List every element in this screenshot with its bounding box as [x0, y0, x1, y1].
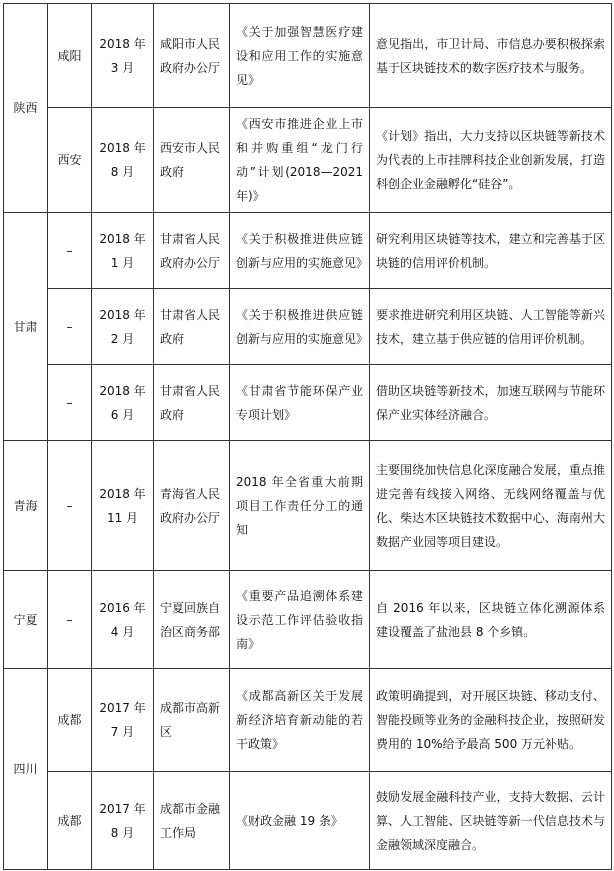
date-cell: 2017 年 7 月 [92, 669, 154, 772]
city-cell: – [48, 441, 92, 571]
summary-cell: 意见指出，市卫计局、市信息办要积极探索基于区块链技术的数字医疗技术与服务。 [370, 4, 612, 108]
city-cell: – [48, 365, 92, 441]
summary-cell: 要求推进研究利用区块链、人工智能等新兴技术，建立基于供应链的信用评价机制。 [370, 289, 612, 365]
summary-cell: 借助区块链等新技术，加速互联网与节能环保产业实体经济融合。 [370, 365, 612, 441]
document-title-cell: 《重要产品追溯体系建设示范工作评估验收指南》 [230, 571, 370, 669]
summary-cell: 自 2016 年以来，区块链立体化溯源体系建设覆盖了盐池县 8 个乡镇。 [370, 571, 612, 669]
city-cell: 成都 [48, 772, 92, 870]
table-row [4, 571, 612, 669]
date-cell: 2018 年 3 月 [92, 4, 154, 108]
summary-cell: 《计划》指出，大力支持以区块链等新技术为代表的上市挂牌科技企业创新发展，打造科创企业金融孵化“硅谷”。 [370, 108, 612, 213]
date-cell: 2018 年 8 月 [92, 108, 154, 213]
table-row [4, 772, 612, 870]
city-cell: 咸阳 [48, 4, 92, 108]
table-row [4, 289, 612, 365]
document-title-cell: 《关于加强智慧医疗建设和应用工作的实施意见》 [230, 4, 370, 108]
table-row [4, 441, 612, 571]
province-cell: 宁夏 [4, 571, 48, 669]
city-cell: 成都 [48, 669, 92, 772]
document-title-cell: 《关于积极推进供应链创新与应用的实施意见》 [230, 213, 370, 289]
province-cell: 陕西 [4, 4, 48, 213]
province-cell: 甘肃 [4, 213, 48, 441]
issuer-cell: 甘肃省人民政府 [154, 289, 230, 365]
summary-cell: 研究利用区块链等技术，建立和完善基于区块链的信用评价机制。 [370, 213, 612, 289]
issuer-cell: 甘肃省人民政府办公厅 [154, 213, 230, 289]
date-cell: 2018 年 11 月 [92, 441, 154, 571]
issuer-cell: 宁夏回族自治区商务部 [154, 571, 230, 669]
province-cell: 四川 [4, 669, 48, 870]
issuer-cell: 青海省人民政府办公厅 [154, 441, 230, 571]
city-cell: 西安 [48, 108, 92, 213]
table-row [4, 213, 612, 289]
issuer-cell: 成都市高新区 [154, 669, 230, 772]
date-cell: 2016 年 4 月 [92, 571, 154, 669]
document-title-cell: 《甘肃省节能环保产业专项计划》 [230, 365, 370, 441]
city-cell: – [48, 571, 92, 669]
issuer-cell: 咸阳市人民政府办公厅 [154, 4, 230, 108]
date-cell: 2018 年 1 月 [92, 213, 154, 289]
city-cell: – [48, 213, 92, 289]
issuer-cell: 西安市人民政府 [154, 108, 230, 213]
date-cell: 2018 年 2 月 [92, 289, 154, 365]
document-title-cell: 2018 年全省重大前期项目工作责任分工的通知 [230, 441, 370, 571]
date-cell: 2018 年 6 月 [92, 365, 154, 441]
city-cell: – [48, 289, 92, 365]
document-title-cell: 《成都高新区关于发展新经济培育新动能的若干政策》 [230, 669, 370, 772]
table-row [4, 4, 612, 108]
summary-cell: 鼓励发展金融科技产业，支持大数据、云计算、人工智能、区块链等新一代信息技术与金融领域深度融合。 [370, 772, 612, 870]
summary-cell: 主要围绕加快信息化深度融合发展，重点推进完善有线接入网络、无线网络覆盖与优化、柴达木区块链技术数据中心、海南州大数据产业园等项目建设。 [370, 441, 612, 571]
document-title-cell: 《财政金融 19 条》 [230, 772, 370, 870]
document-title-cell: 《关于积极推进供应链创新与应用的实施意见》 [230, 289, 370, 365]
table-row [4, 365, 612, 441]
province-cell: 青海 [4, 441, 48, 571]
document-title-cell: 《西安市推进企业上市和并购重组“龙门行动”计划(2018—2021 年)》 [230, 108, 370, 213]
table-row [4, 108, 612, 213]
issuer-cell: 成都市金融工作局 [154, 772, 230, 870]
policy-table [3, 3, 612, 870]
summary-cell: 政策明确提到，对开展区块链、移动支付、智能投顾等业务的金融科技企业，按照研发费用的 10%给予最高 500 万元补贴。 [370, 669, 612, 772]
table-row [4, 669, 612, 772]
date-cell: 2017 年 8 月 [92, 772, 154, 870]
issuer-cell: 甘肃省人民政府 [154, 365, 230, 441]
